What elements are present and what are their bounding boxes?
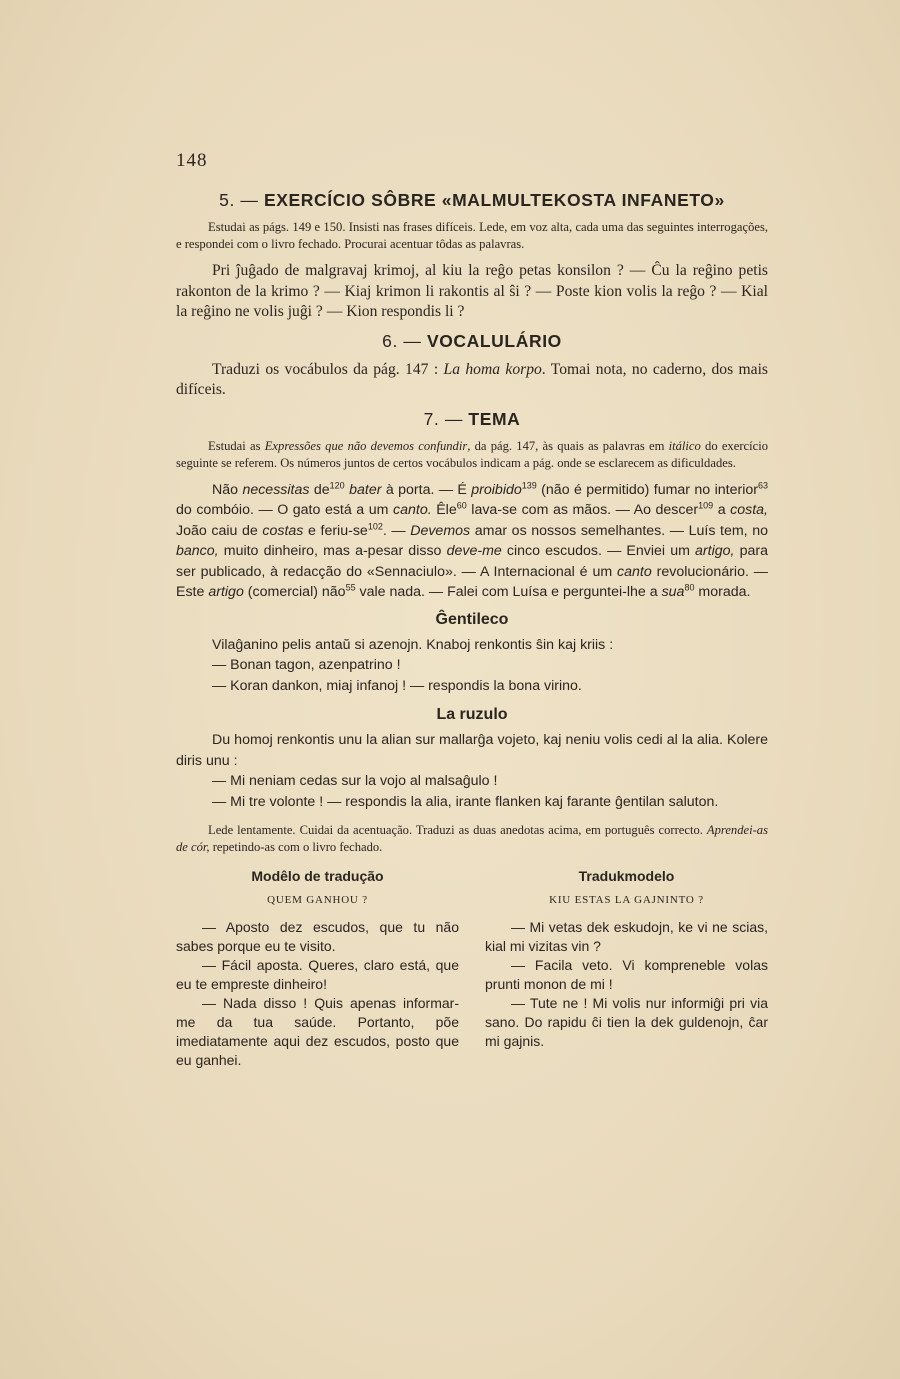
section-6-heading [176, 331, 768, 352]
gentileco-title: Ĝentileco [435, 610, 509, 628]
section-number: 6. — [382, 330, 422, 351]
page-number: 148 [176, 150, 208, 171]
section-5-heading [176, 190, 768, 211]
left-paragraph: — Aposto dez escudos, que tu não sabes porque eu te visito. [176, 919, 459, 954]
left-column [176, 868, 459, 1070]
left-column-subtitle: QUEM GANHOU ? [267, 894, 368, 906]
translation-note: Lede lentamente. Cuidai da acentuação. Traduzi as duas anedotas acima, em português correcto. Aprendei-as de cór, repetindo-as com o livro fechado. [176, 823, 768, 854]
section-5-instructions: Estudai as págs. 149 e 150. Insisti nas frases difíceis. Lede, em voz alta, cada uma das seguintes interrogações, e respondei com o livro fechado. Procurai acentuar tôdas as palavras. [176, 220, 768, 251]
ruzulo-paragraph-3: — Mi tre volonte ! — respondis la alia, irante flanken kaj farante ĝentilan saluton. [212, 793, 719, 810]
section-number: 5. — [219, 190, 259, 210]
right-paragraph: — Facila veto. Vi kompreneble volas prunti monon de mi ! [485, 957, 768, 992]
left-paragraph: — Nada disso ! Quis apenas informar-me da tua saúde. Portanto, põe imediatamente aqui dez escudos, posto que eu ganhei. [176, 995, 459, 1068]
section-6-text: Traduzi os vocábulos da pág. 147 : La homa korpo. Tomai nota, no caderno, dos mais difíceis. [176, 360, 768, 398]
gentileco-line-1: Vilaĝanino pelis antaŭ si azenojn. Knaboj renkontis ŝin kaj kriis : [212, 636, 614, 653]
right-column [485, 868, 768, 1070]
section-title: VOCALULÁRIO [426, 330, 562, 351]
gentileco-line-3: — Koran dankon, miaj infanoj ! — respondis la bona virino. [212, 677, 582, 694]
section-5-questions: Pri ĵuĝado de malgravaj krimoj, al kiu la reĝo petas konsilon ? — Ĉu la reĝino petis rakonton de la krimo ? — Kiaj krimon li rakontis al ŝi ? — Poste kion volis la reĝo ? — Kial la reĝino ne volis juĝi ? — Kion respondis li ? [176, 262, 768, 320]
section-7-exercise: Não necessitas $de^{120}$ bater à porta. — É proibido$^{139}$ (não é permitido) fumar no interior$^{63}$ do combóio. — O gato está a um canto. Êle$^{60}$ lava-se com as mãos. — Ao descer$^{109}$ a costa, João caiu de costas e feriu-$se^{102}$. — Devemos amar os nossos semelhantes. — Luís tem, no banco, muito dinheiro, mas a-pesar disso deve-me cinco escudos. — Enviei um artigo, para ser publicado, à redacção do «Sennaciulo». — A Internacional é um canto revolucionário. — Este artigo (comercial) não$^{55}$ vale nada. — Falei com Luísa e perguntei-lhe a sua$^{80}$ morada. [176, 479, 769, 600]
ruzulo-paragraph-1: Du homoj renkontis unu la alian sur mallarĝa vojeto, kaj neniu volis cedi al la alia. Kolere diris unu : [176, 732, 768, 769]
ruzulo-title: La ruzulo [436, 706, 508, 723]
right-column-subtitle: KIU ESTAS LA GAJNINTO ? [549, 894, 704, 906]
left-paragraph: — Fácil aposta. Queres, claro está, que eu te empreste dinheiro! [176, 957, 459, 992]
ruzulo-line-2: — Mi neniam cedas sur la vojo al malsaĝulo ! [212, 773, 498, 789]
section-title: EXERCÍCIO SÔBRE «MALMULTEKOSTA INFANETO» [263, 190, 725, 210]
right-column-title: Tradukmodelo [578, 868, 675, 884]
left-column-title: Modêlo de tradução [251, 868, 384, 884]
section-7-instructions: Estudai as Expressões que não devemos confundir, da pág. 147, às quais as palavras em itálico do exercício seguinte se referem. Os números juntos de certos vocábulos indicam a pág. onde se esclarecem as dificuldades. [176, 438, 768, 470]
right-paragraph: — Mi vetas dek eskudojn, ke vi ne scias, kial mi vizitas vin ? [485, 919, 768, 954]
section-title: TEMA [468, 408, 521, 429]
translation-columns [176, 868, 768, 1070]
section-7-heading [176, 409, 768, 430]
section-number: 7. — [423, 408, 463, 429]
gentileco-line-2: — Bonan tagon, azenpatrino ! [212, 657, 401, 673]
right-paragraph: — Tute ne ! Mi volis nur informiĝi pri via sano. Do rapidu ĉi tien la dek guldenojn, ĉar mi gajnis. [485, 995, 768, 1049]
page-content [176, 150, 768, 1070]
